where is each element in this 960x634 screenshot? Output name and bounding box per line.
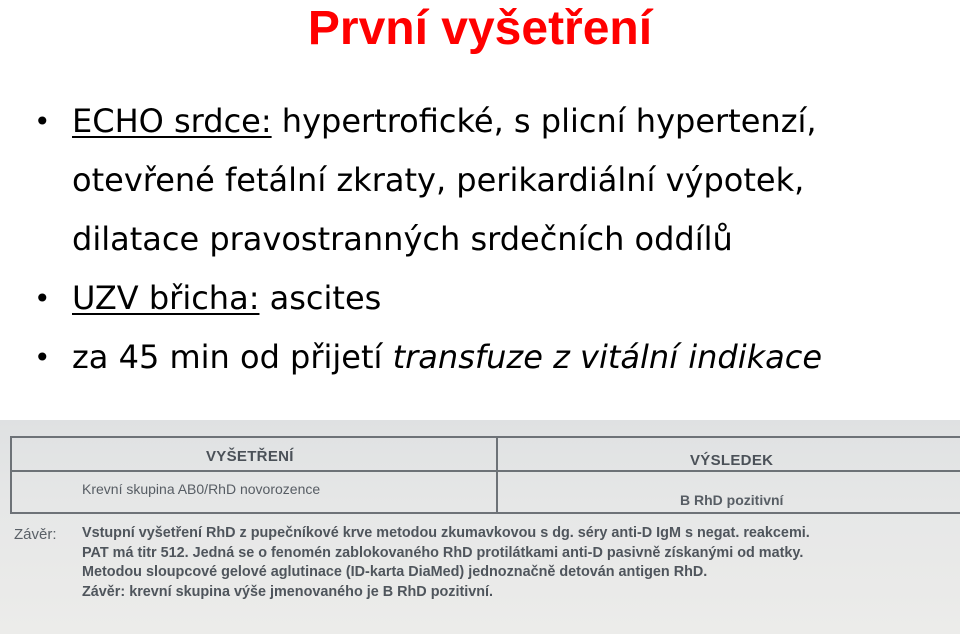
bullet-dot-icon: • <box>34 341 51 374</box>
bullet-transfusion <box>34 328 944 387</box>
transfusion-text: za 45 min od přijetí <box>72 338 393 376</box>
echo-text-line3: dilatace pravostranných srdečních oddílů <box>72 220 733 258</box>
slide-title: První vyšetření <box>307 2 653 55</box>
col-header-exam: VYŠETŘENÍ <box>206 448 294 465</box>
col-header-result: VÝSLEDEK <box>690 452 774 469</box>
conclusion-text <box>82 524 952 602</box>
conclusion-line: Závěr: krevní skupina výše jmenovaného je B RhD pozitivní. <box>82 583 494 600</box>
conclusion-line: Metodou sloupcové gelové aglutinace (ID-karta DiaMed) jednoznačně detován antigen RhD. <box>82 564 708 580</box>
echo-text-line1: hypertrofické, s plicní hypertenzí, <box>271 102 817 140</box>
scanned-lab-report <box>0 420 960 634</box>
uzv-text: ascites <box>259 279 382 317</box>
table-line <box>10 436 12 514</box>
conclusion-label: Závěr: <box>14 526 57 543</box>
echo-label: ECHO srdce: <box>72 102 272 140</box>
table-line <box>496 436 498 514</box>
bullet-dot-icon: • <box>34 105 51 138</box>
bullet-list <box>34 92 944 387</box>
bullet-uzv <box>34 269 944 328</box>
exam-cell: Krevní skupina AB0/RhD novorozence <box>82 481 321 497</box>
table-line <box>10 436 960 438</box>
table-line <box>10 512 960 514</box>
uzv-label: UZV břicha: <box>72 279 260 317</box>
echo-text-line2: otevřené fetální zkraty, perikardiální výpotek, <box>72 161 805 199</box>
transfusion-italic-text: transfuze z vitální indikace <box>392 338 823 376</box>
conclusion-line: PAT má titr 512. Jedná se o fenomén zablokovaného RhD protilátkami anti-D pasivně získanými od matky. <box>82 544 804 561</box>
bullet-dot-icon: • <box>34 282 51 315</box>
bullet-echo <box>34 92 944 269</box>
conclusion-line: Vstupní vyšetření RhD z pupečníkové krve metodou zkumavkovou s dg. séry anti-D IgM s negat. reakcemi. <box>82 525 810 541</box>
table-line <box>10 470 960 472</box>
result-cell: B RhD pozitivní <box>680 492 784 508</box>
